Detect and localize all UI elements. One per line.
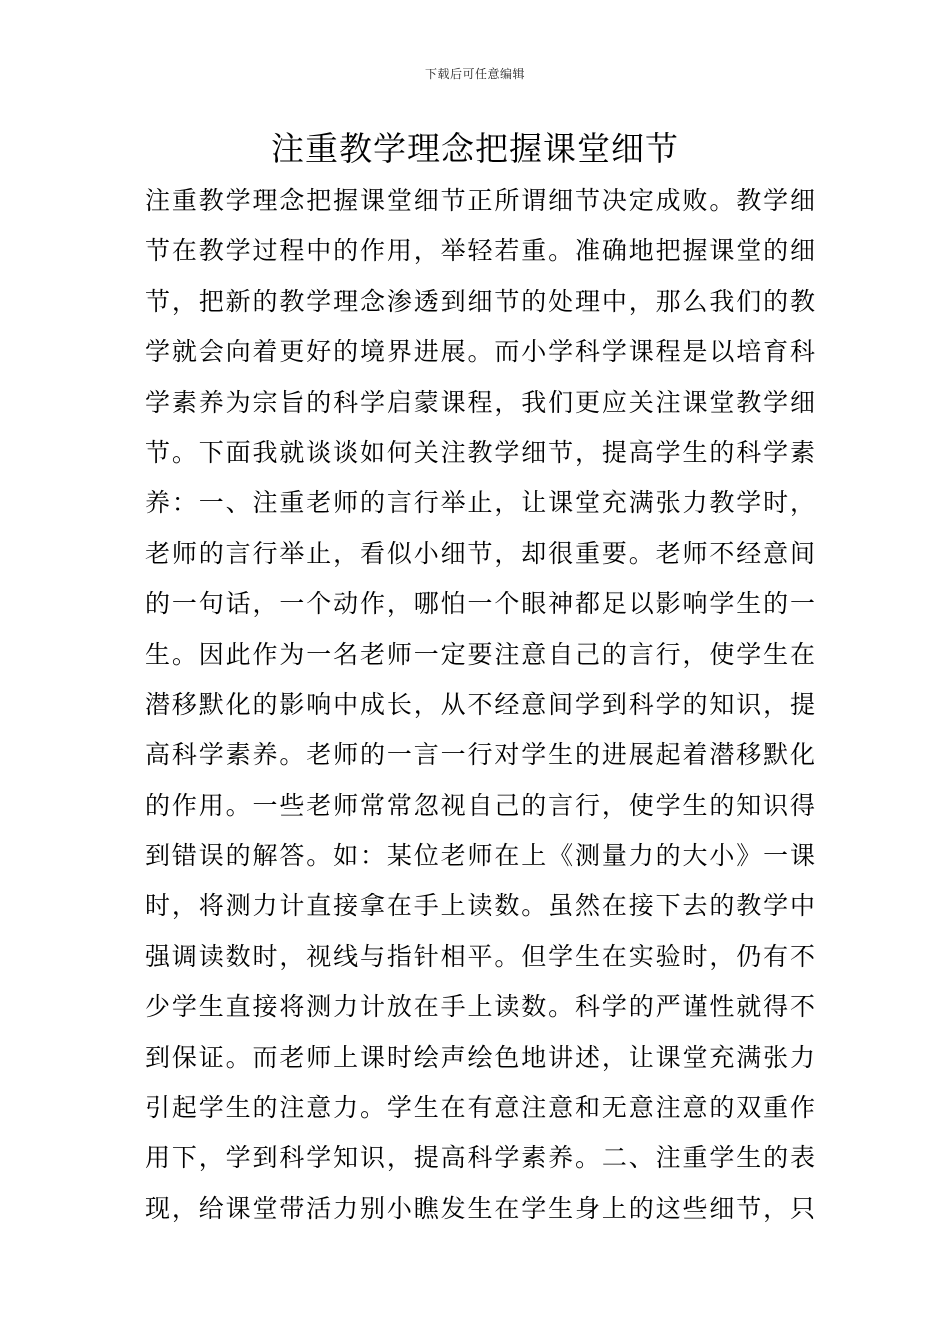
body-line: 少学生直接将测力计放在手上读数。科学的严谨性就得不 xyxy=(145,992,815,1022)
body-line: 时，将测力计直接拿在手上读数。虽然在接下去的教学中 xyxy=(145,891,815,921)
body-line: 节，把新的教学理念渗透到细节的处理中，那么我们的教 xyxy=(145,286,815,316)
body-line: 养：一、注重老师的言行举止，让课堂充满张力教学时， xyxy=(145,488,815,518)
body-line: 注重教学理念把握课堂细节正所谓细节决定成败。教学细 xyxy=(145,186,815,215)
body-line: 生。因此作为一名老师一定要注意自己的言行，使学生在 xyxy=(145,639,815,669)
body-line: 的一句话，一个动作，哪怕一个眼神都足以影响学生的一 xyxy=(145,589,815,619)
body-text xyxy=(145,176,815,1234)
body-line: 潜移默化的影响中成长，从不经意间学到科学的知识，提 xyxy=(145,689,815,719)
body-line: 引起学生的注意力。学生在有意注意和无意注意的双重作 xyxy=(145,1093,815,1123)
body-line: 到保证。而老师上课时绘声绘色地讲述，让课堂充满张力 xyxy=(145,1042,815,1072)
body-line: 节在教学过程中的作用，举轻若重。准确地把握课堂的细 xyxy=(145,236,815,266)
body-line: 老师的言行举止，看似小细节，却很重要。老师不经意间 xyxy=(145,538,815,568)
body-line: 用下，学到科学知识，提高科学素养。二、注重学生的表 xyxy=(145,1143,815,1173)
document-title: 注重教学理念把握课堂细节 xyxy=(271,129,679,168)
body-line: 高科学素养。老师的一言一行对学生的进展起着潜移默化 xyxy=(145,740,815,770)
body-line: 的作用。一些老师常常忽视自己的言行，使学生的知识得 xyxy=(145,790,815,820)
body-line: 学素养为宗旨的科学启蒙课程，我们更应关注课堂教学细 xyxy=(145,387,815,417)
body-line: 现，给课堂带活力别小瞧发生在学生身上的这些细节，只 xyxy=(145,1193,815,1223)
body-line: 节。下面我就谈谈如何关注教学细节，提高学生的科学素 xyxy=(145,437,815,467)
body-line: 强调读数时，视线与指针相平。但学生在实验时，仍有不 xyxy=(145,941,815,971)
body-line: 到错误的解答。如：某位老师在上《测量力的大小》一课 xyxy=(145,841,815,871)
header-note: 下载后可任意编辑 xyxy=(424,67,525,81)
body-line: 学就会向着更好的境界进展。而小学科学课程是以培育科 xyxy=(145,337,815,367)
